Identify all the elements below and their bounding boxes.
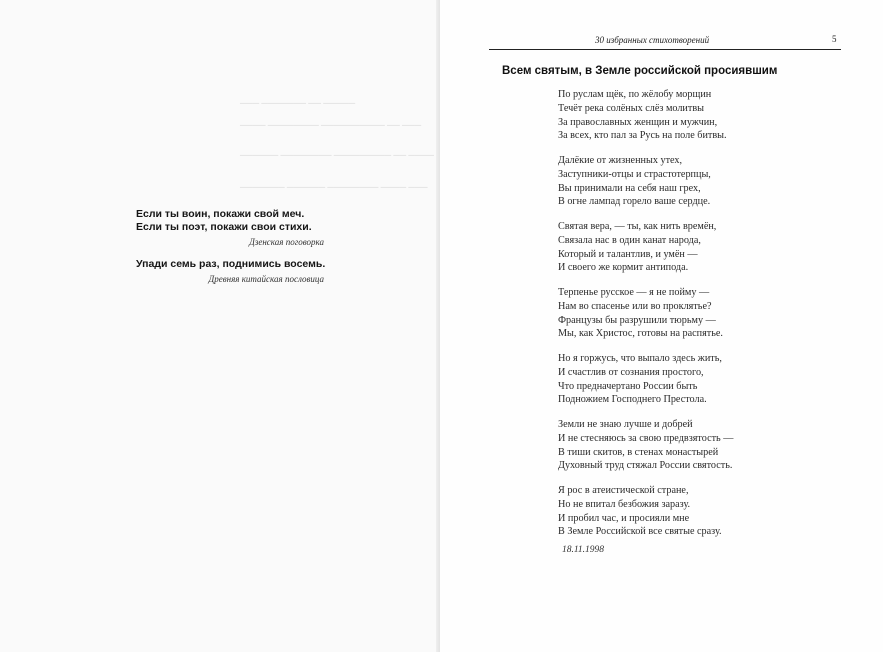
poem-line: Но я горжусь, что выпало здесь жить,: [558, 353, 722, 364]
poem-line: За всех, кто пал за Русь на поле битвы.: [558, 130, 727, 142]
poem-line: По руслам щёк, по жёлобу морщин: [558, 89, 712, 100]
poem-line: Духовный труд стяжал России святость.: [558, 460, 733, 472]
stanza-3: [558, 220, 818, 275]
poem-line: Подножием Господнего Престола.: [558, 394, 707, 406]
show-through-text: ──── ──────── ────────── ── ───: [240, 120, 422, 130]
poem-line: И своего же кормит антипода.: [558, 262, 689, 274]
poem-line: Связала нас в один канат народа,: [558, 234, 701, 246]
header-rule: [489, 49, 841, 50]
poem-line: И не стесняюсь за свою предвзятость —: [558, 432, 734, 444]
poem-line: Но не впитал безбожия заразу.: [558, 498, 691, 510]
poem-line: Мы, как Христос, готовы на распятье.: [558, 328, 723, 340]
poem-date: 18.11.1998: [562, 545, 605, 555]
page-number: 5: [832, 34, 837, 44]
poem-line: И пробил час, и просияли мне: [558, 512, 690, 524]
stanza-2: [558, 154, 818, 209]
left-page: [0, 0, 440, 652]
stanza-1: [558, 88, 818, 143]
poem-line: Французы бы разрушили тюрьму —: [558, 314, 716, 326]
poem-line: За православных женщин и мужчин,: [558, 116, 718, 128]
poem-line: В Земле Российской все святые сразу.: [558, 526, 722, 538]
epigraph-2-line-1: Упади семь раз, поднимись восемь.: [136, 258, 326, 270]
poem-line: Земли не знаю лучше и добрей: [558, 419, 693, 430]
poem-line: И счастлив от сознания простого,: [558, 366, 704, 378]
stanza-7: [558, 484, 818, 539]
show-through-text: ────── ──────── ───────── ── ────: [240, 150, 434, 160]
epigraph-1-line-2: Если ты поэт, покажи свои стихи.: [136, 221, 312, 233]
poem-line: В огне лампад горело ваше сердце.: [558, 196, 711, 208]
poem-line: В тиши скитов, в стенах монастырей: [558, 446, 719, 458]
poem-line: Терпенье русское — я не пойму —: [558, 287, 710, 298]
epigraph-2-source: Древняя китайская пословица: [208, 274, 324, 284]
poem-line: Что предначертано России быть: [558, 380, 698, 392]
running-title: 30 избранных стихотворений: [595, 35, 710, 45]
show-through-text: ─── ─────── ── ─────: [240, 98, 356, 108]
poem-line: Заступники-отцы и страстотерпцы,: [558, 168, 711, 180]
poem-line: Святая вера, — ты, как нить времён,: [558, 221, 717, 232]
stanza-4: [558, 286, 818, 341]
show-through-text: ─────── ────── ──────── ──── ───: [240, 182, 428, 192]
stanza-6: [558, 418, 818, 473]
stanza-5: [558, 352, 818, 407]
poem-line: Который и талантлив, и умён —: [558, 248, 698, 260]
poem-line: Далёкие от жизненных утех,: [558, 155, 683, 166]
poem-line: Вы принимали на себя наш грех,: [558, 182, 701, 194]
poem-line: Я рос в атеистической стране,: [558, 485, 689, 496]
poem-line: Нам во спасенье или во проклятье?: [558, 300, 712, 312]
poem-title: Всем святым, в Земле российской просиявшим: [502, 65, 778, 77]
epigraph-1-source: Дзенская поговорка: [249, 237, 324, 247]
epigraph-1-line-1: Если ты воин, покажи свой меч.: [136, 208, 305, 220]
poem-line: Течёт река солёных слёз молитвы: [558, 102, 704, 114]
